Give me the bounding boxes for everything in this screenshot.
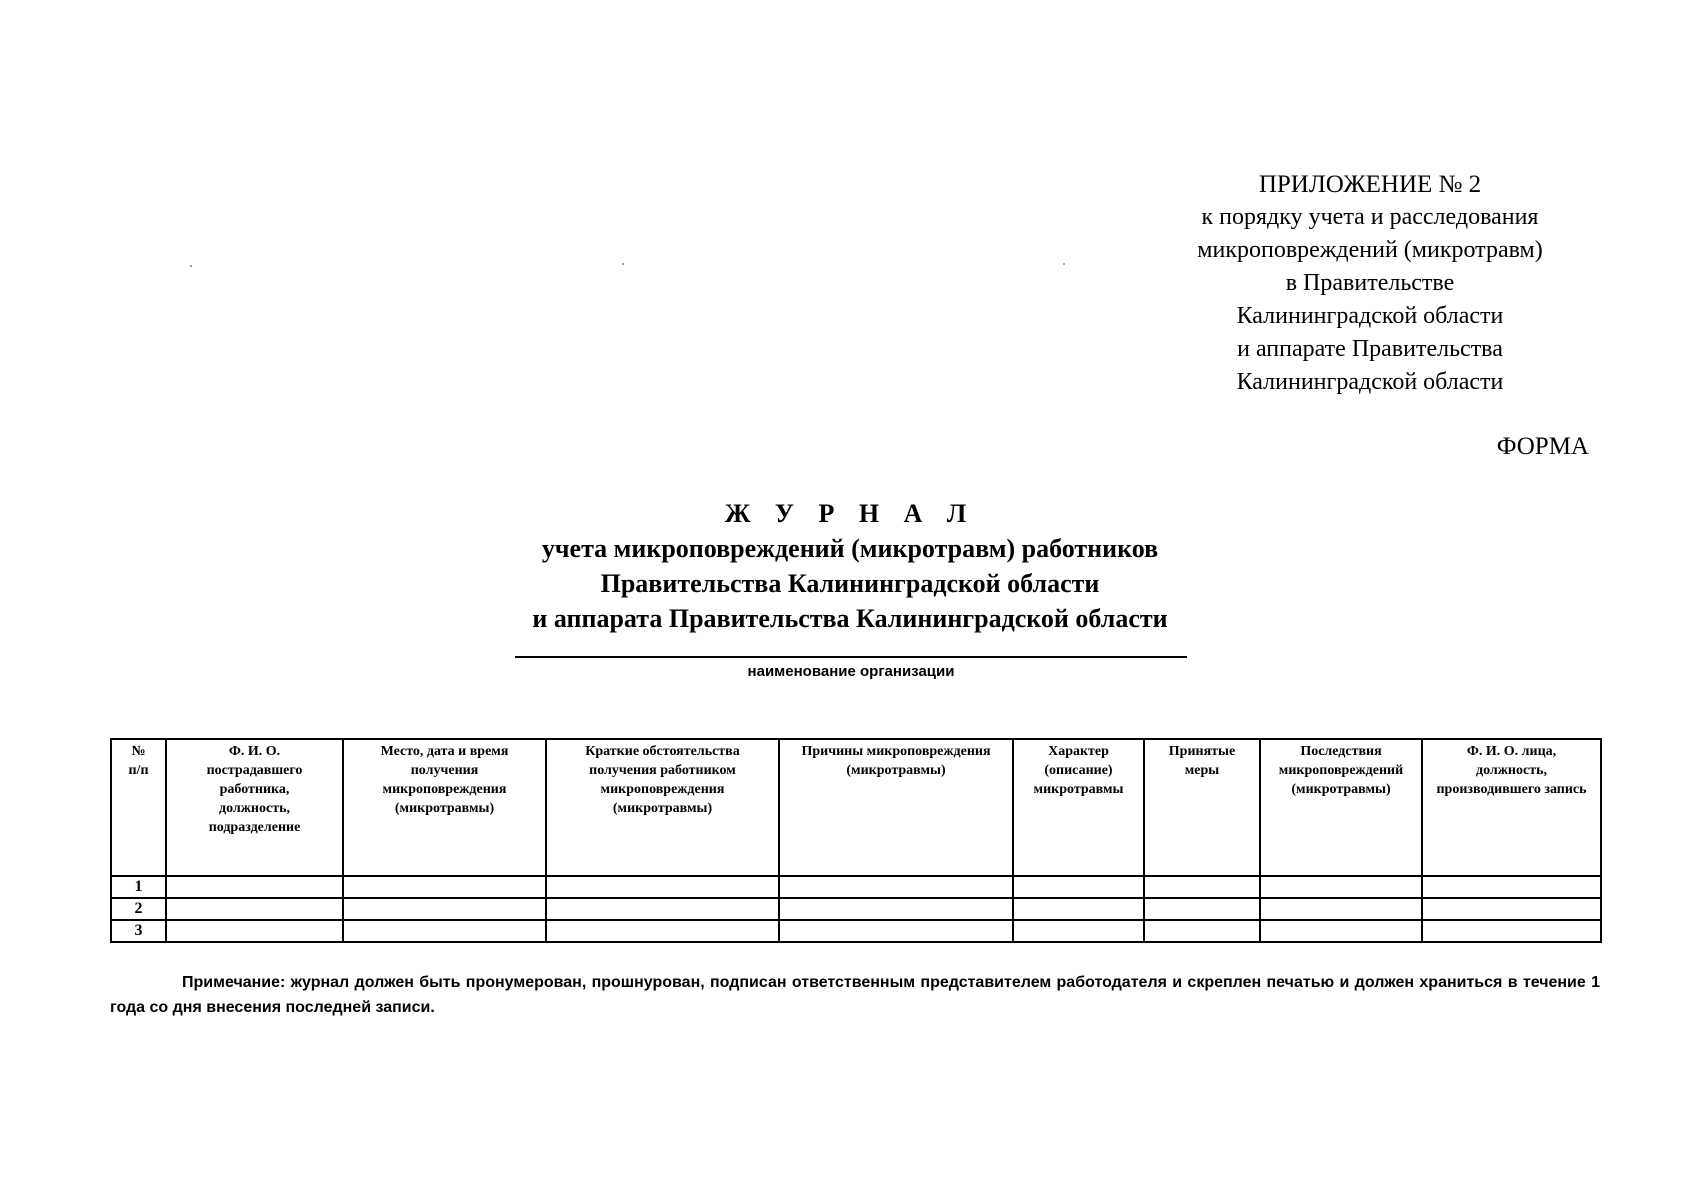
table-cell[interactable] bbox=[1013, 898, 1144, 920]
appendix-line: Калининградской области bbox=[1236, 303, 1504, 329]
table-cell[interactable] bbox=[166, 876, 343, 898]
table-cell[interactable] bbox=[1422, 876, 1601, 898]
table-cell[interactable] bbox=[343, 898, 546, 920]
table-cell[interactable] bbox=[343, 876, 546, 898]
column-header-victim: Ф. И. О. пострадавшего работника, должность, подразделение bbox=[166, 739, 343, 876]
table-cell[interactable] bbox=[779, 876, 1013, 898]
column-header-place-date: Место, дата и время получения микроповреждения (микротравмы) bbox=[343, 739, 546, 876]
column-header-measures: Принятые меры bbox=[1144, 739, 1260, 876]
appendix-line: микроповреждений (микротравм) bbox=[1197, 237, 1543, 263]
table-cell[interactable] bbox=[166, 898, 343, 920]
column-header-nature: Характер (описание) микротравмы bbox=[1013, 739, 1144, 876]
table-cell[interactable] bbox=[166, 920, 343, 942]
table-row bbox=[111, 898, 1601, 920]
table-cell[interactable] bbox=[1260, 876, 1422, 898]
organization-name-line bbox=[515, 656, 1187, 680]
row-number-cell: 2 bbox=[111, 898, 166, 920]
table-cell[interactable] bbox=[546, 920, 779, 942]
appendix-header bbox=[1150, 168, 1590, 399]
journal-subtitle-line: учета микроповреждений (микротравм) работников bbox=[541, 534, 1159, 563]
column-header-recorder: Ф. И. О. лица, должность, производившего запись bbox=[1422, 739, 1601, 876]
table-header-row bbox=[111, 739, 1601, 876]
journal-title: Ж У Р Н А Л bbox=[724, 499, 976, 528]
appendix-line: и аппарате Правительства bbox=[1237, 336, 1503, 362]
table-cell[interactable] bbox=[343, 920, 546, 942]
row-number-cell: 3 bbox=[111, 920, 166, 942]
journal-subtitle-line: и аппарата Правительства Калининградской области bbox=[532, 604, 1168, 633]
table-cell[interactable] bbox=[546, 876, 779, 898]
column-header-causes: Причины микроповреждения (микротравмы) bbox=[779, 739, 1013, 876]
table-cell[interactable] bbox=[1144, 920, 1260, 942]
appendix-title: ПРИЛОЖЕНИЕ № 2 bbox=[1258, 171, 1482, 198]
column-header-consequences: Последствия микроповреждений (микротравмы) bbox=[1260, 739, 1422, 876]
table-row bbox=[111, 920, 1601, 942]
row-number-cell: 1 bbox=[111, 876, 166, 898]
table-cell[interactable] bbox=[1144, 898, 1260, 920]
scan-speck bbox=[622, 263, 624, 265]
table-cell[interactable] bbox=[1144, 876, 1260, 898]
organization-caption: наименование организации bbox=[747, 663, 955, 680]
table-cell[interactable] bbox=[779, 920, 1013, 942]
table-cell[interactable] bbox=[546, 898, 779, 920]
appendix-line: Калининградской области bbox=[1236, 369, 1504, 395]
column-header-number: № п/п bbox=[111, 739, 166, 876]
journal-table bbox=[110, 738, 1602, 943]
scan-speck bbox=[190, 265, 192, 267]
table-cell[interactable] bbox=[1013, 920, 1144, 942]
note-text: Примечание: журнал должен быть пронумерован, прошнурован, подписан ответственным представителем работодателя и скреплен печатью и должен храниться в течение 1 года со дня внесения последней записи. bbox=[110, 974, 1600, 1016]
table-cell[interactable] bbox=[1422, 920, 1601, 942]
scan-speck bbox=[1063, 263, 1065, 265]
appendix-line: в Правительстве bbox=[1285, 270, 1455, 296]
table-cell[interactable] bbox=[1013, 876, 1144, 898]
table-row bbox=[111, 876, 1601, 898]
form-label: ФОРМА bbox=[1496, 433, 1589, 460]
column-header-circumstances: Краткие обстоятельства получения работником микроповреждения (микротравмы) bbox=[546, 739, 779, 876]
table-cell[interactable] bbox=[779, 898, 1013, 920]
table-cell[interactable] bbox=[1422, 898, 1601, 920]
table-cell[interactable] bbox=[1260, 898, 1422, 920]
appendix-line: к порядку учета и расследования bbox=[1201, 204, 1539, 230]
journal-subtitle-line: Правительства Калининградской области bbox=[600, 569, 1100, 598]
journal-heading bbox=[450, 497, 1250, 636]
table-cell[interactable] bbox=[1260, 920, 1422, 942]
